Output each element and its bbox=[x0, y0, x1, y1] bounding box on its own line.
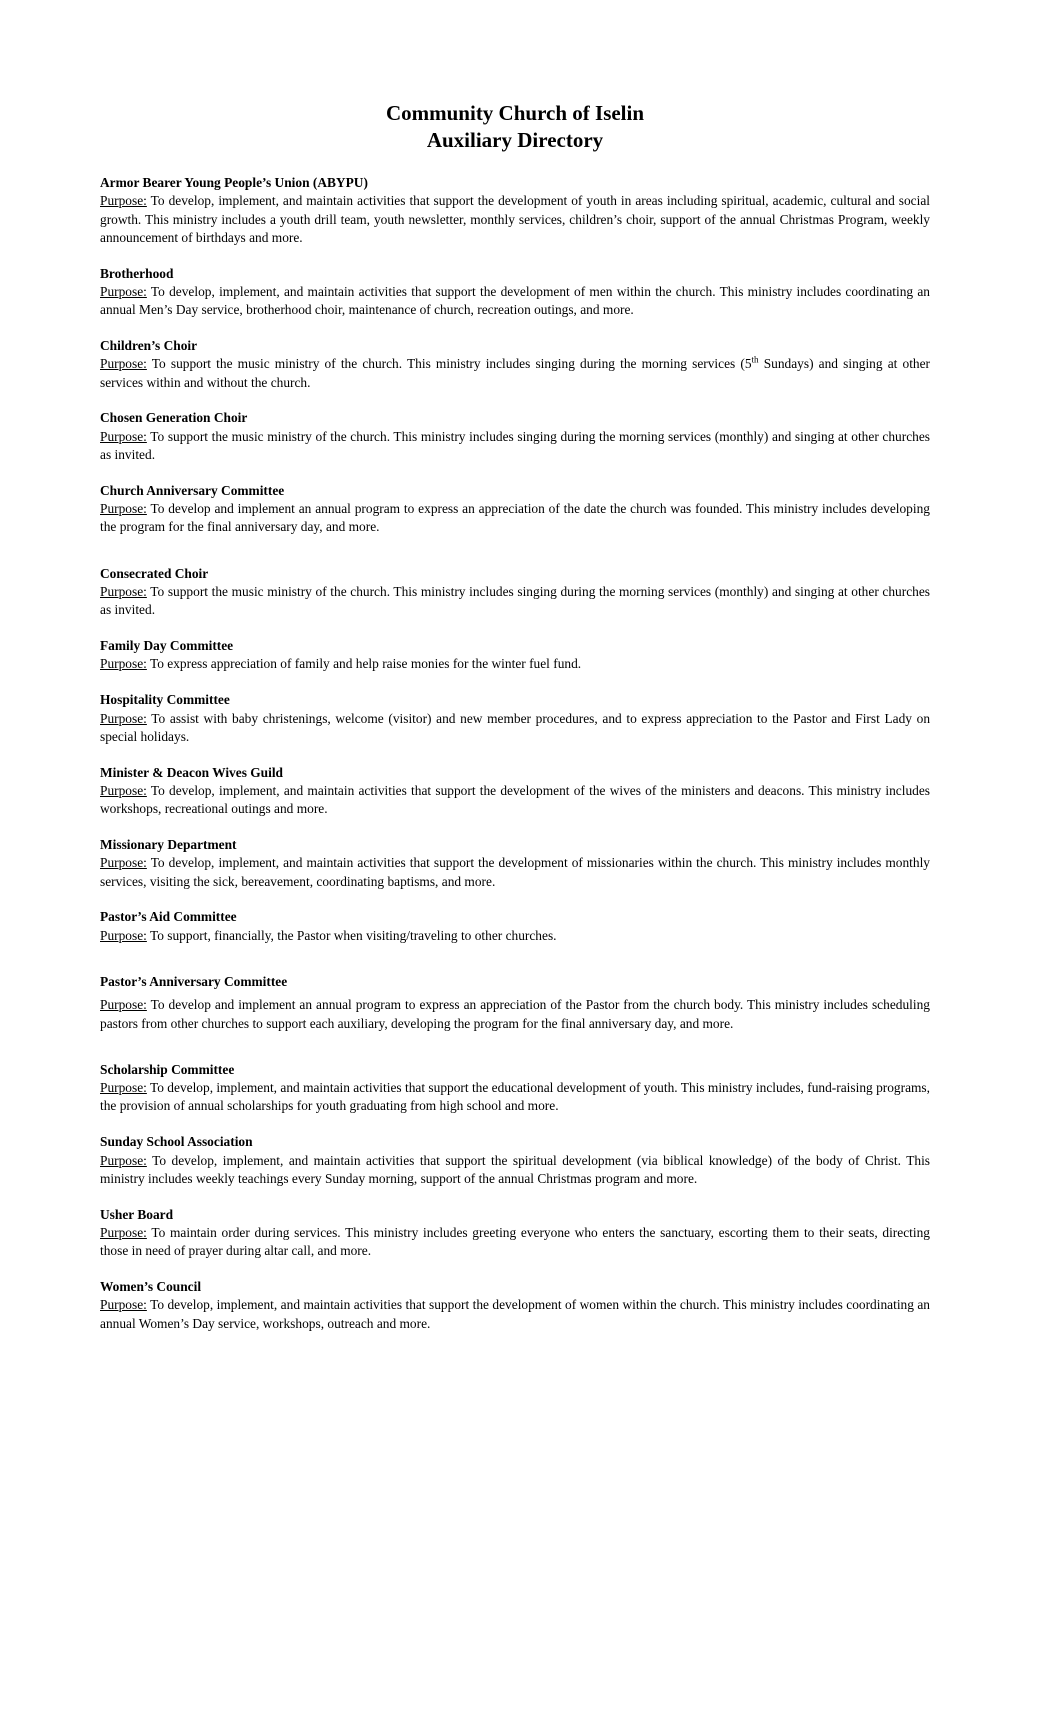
entry-purpose bbox=[100, 927, 930, 945]
purpose-label: Purpose: bbox=[100, 782, 147, 798]
purpose-text: To develop, implement, and maintain activities that support the spiritual development (via biblical knowledge) of the body of Christ. This ministry includes weekly teachings every Sunday morning, support of the annual Christmas program and more. bbox=[100, 1152, 931, 1186]
entry-name: Brotherhood bbox=[100, 265, 174, 281]
entry-purpose bbox=[100, 710, 930, 747]
purpose-text: To support the music ministry of the church. This ministry includes singing during the morning services (monthly) and singing at other churches as invited. bbox=[100, 428, 930, 463]
purpose-label: Purpose: bbox=[100, 193, 147, 209]
entry-name: Chosen Generation Choir bbox=[100, 410, 248, 426]
purpose-text: To support the music ministry of the church. This ministry includes singing during the morning services (5 bbox=[151, 356, 752, 372]
entry-minister-deacon-wives-guild bbox=[100, 764, 930, 819]
entry-church-anniversary-committee bbox=[100, 482, 930, 537]
purpose-label: Purpose: bbox=[100, 356, 147, 372]
purpose-label: Purpose: bbox=[100, 1297, 147, 1313]
purpose-label: Purpose: bbox=[100, 283, 147, 299]
entry-name: Missionary Department bbox=[100, 837, 237, 853]
entry-consecrated-choir bbox=[100, 565, 930, 620]
title-line-directory: Auxiliary Directory bbox=[426, 128, 604, 152]
entry-sunday-school-association bbox=[100, 1133, 930, 1188]
purpose-text: To develop, implement, and maintain activities that support the development of youth in areas including spiritual, academic, cultural and social growth. This ministry includes a youth drill team, youth newsletter, monthly services, children’s choir, support of the annual Christmas Program, weekly announcement of birthdays and more. bbox=[100, 193, 930, 245]
purpose-label: Purpose: bbox=[100, 584, 147, 600]
purpose-text: To develop, implement, and maintain activities that support the development of men within the church. This ministry includes coordinating an annual Men’s Day service, brotherhood choir, maintenance of church, recreation outings, and more. bbox=[100, 283, 930, 318]
document-title bbox=[100, 100, 930, 154]
entry-name: Consecrated Choir bbox=[100, 565, 209, 581]
purpose-label: Purpose: bbox=[100, 1224, 147, 1240]
purpose-label: Purpose: bbox=[100, 656, 147, 672]
purpose-text-continued: Sundays) and singing at other services within and without the church. bbox=[100, 356, 931, 390]
entry-chosen-generation-choir bbox=[100, 409, 930, 464]
entry-abypu bbox=[100, 174, 930, 247]
entry-purpose bbox=[100, 500, 930, 537]
entry-purpose bbox=[100, 355, 930, 392]
purpose-text: To develop, implement, and maintain activities that support the development of the wives of the ministers and deacons. This ministry includes workshops, recreational outings and more. bbox=[100, 782, 931, 817]
purpose-label: Purpose: bbox=[100, 855, 147, 871]
entry-purpose bbox=[100, 1224, 930, 1261]
purpose-text: To develop, implement, and maintain activities that support the educational development of youth. This ministry includes, fund-raising programs, the provision of annual scholarships for youth graduating from high school and more. bbox=[100, 1080, 930, 1114]
entry-childrens-choir bbox=[100, 337, 930, 392]
entry-purpose bbox=[100, 1296, 930, 1333]
entry-purpose bbox=[100, 583, 930, 620]
entry-name: Scholarship Committee bbox=[100, 1061, 235, 1077]
purpose-text: To develop, implement, and maintain activities that support the development of missionaries within the church. This ministry includes monthly services, visiting the sick, bereavement, coordinating baptisms, and more. bbox=[100, 855, 931, 889]
entry-name: Pastor’s Anniversary Committee bbox=[100, 974, 288, 989]
entry-name: Sunday School Association bbox=[100, 1134, 253, 1150]
entry-purpose bbox=[100, 996, 930, 1033]
entry-purpose bbox=[100, 1152, 930, 1189]
entry-missionary-department bbox=[100, 836, 930, 891]
entry-usher-board bbox=[100, 1206, 930, 1261]
entry-name: Minister & Deacon Wives Guild bbox=[100, 764, 284, 780]
purpose-text: To support the music ministry of the church. This ministry includes singing during the morning services (monthly) and singing at other churches as invited. bbox=[100, 584, 930, 618]
entry-name: Armor Bearer Young People’s Union (ABYPU) bbox=[100, 175, 368, 190]
purpose-text: To develop and implement an annual program to express an appreciation of the date the church was founded. This ministry includes developing the program for the final anniversary day, and more. bbox=[100, 501, 930, 535]
entry-hospitality-committee bbox=[100, 691, 930, 746]
entry-family-day-committee bbox=[100, 637, 930, 674]
ordinal-suffix: th bbox=[751, 354, 759, 365]
purpose-text: To assist with baby christenings, welcome (visitor) and new member procedures, and to express appreciation to the Pastor and First Lady on special holidays. bbox=[100, 710, 931, 744]
entry-name: Women’s Council bbox=[100, 1279, 202, 1295]
entry-purpose bbox=[100, 192, 930, 247]
purpose-text: To maintain order during services. This ministry includes greeting everyone who enters the sanctuary, escorting them to their seats, directing those in need of prayer during altar call, and more. bbox=[100, 1224, 930, 1259]
entry-purpose bbox=[100, 1079, 930, 1116]
entry-brotherhood bbox=[100, 265, 930, 320]
entry-name: Family Day Committee bbox=[100, 638, 234, 654]
entry-purpose bbox=[100, 283, 930, 320]
purpose-label: Purpose: bbox=[100, 1152, 147, 1168]
entry-scholarship-committee bbox=[100, 1061, 930, 1116]
purpose-label: Purpose: bbox=[100, 1080, 147, 1096]
entry-purpose bbox=[100, 655, 930, 673]
entry-purpose bbox=[100, 854, 930, 891]
entry-name: Pastor’s Aid Committee bbox=[100, 909, 237, 925]
entry-womens-council bbox=[100, 1278, 930, 1333]
purpose-text: To develop, implement, and maintain activities that support the development of women within the church. This ministry includes coordinating an annual Women’s Day service, workshops, outreach and more. bbox=[100, 1297, 931, 1331]
entry-purpose bbox=[100, 782, 930, 819]
purpose-label: Purpose: bbox=[100, 710, 147, 726]
purpose-label: Purpose: bbox=[100, 428, 147, 444]
purpose-text: To express appreciation of family and help raise monies for the winter fuel fund. bbox=[149, 656, 582, 672]
entry-name: Hospitality Committee bbox=[100, 692, 230, 708]
entry-name: Usher Board bbox=[100, 1206, 174, 1222]
entry-pastors-aid-committee bbox=[100, 908, 930, 945]
purpose-label: Purpose: bbox=[100, 997, 147, 1013]
entry-purpose bbox=[100, 428, 930, 465]
title-line-church: Community Church of Iselin bbox=[385, 101, 645, 125]
purpose-label: Purpose: bbox=[100, 501, 147, 517]
entry-name: Children’s Choir bbox=[100, 338, 198, 354]
entry-name: Church Anniversary Committee bbox=[100, 482, 285, 498]
purpose-label: Purpose: bbox=[100, 927, 147, 943]
entry-pastors-anniversary-committee bbox=[100, 973, 930, 1033]
purpose-text: To develop and implement an annual program to express an appreciation of the Pastor from the church body. This ministry includes scheduling pastors from other churches to support each auxiliary, developing the program for the final anniversary day, and more. bbox=[100, 997, 930, 1031]
document-page bbox=[100, 100, 930, 1350]
purpose-text: To support, financially, the Pastor when visiting/traveling to other churches. bbox=[149, 927, 557, 943]
